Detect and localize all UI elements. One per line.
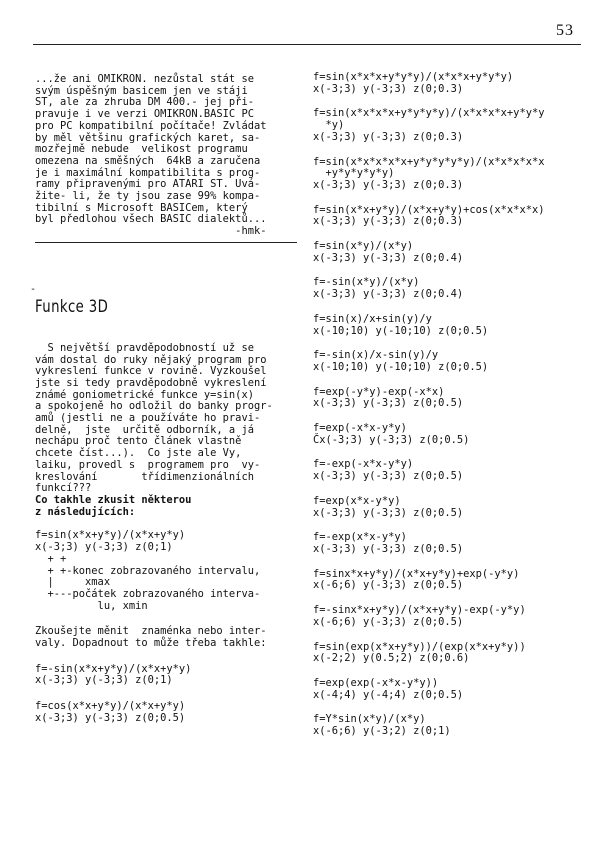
formula-block: f=-exp(-x*x-y*y) x(-3;3) y(-3;3) z(0;0.5) <box>313 458 464 483</box>
example-block: f=-sin(x*x+y*y)/(x*x+y*y) x(-3;3) y(-3;3) z(0;1) <box>35 662 192 687</box>
formula-block: f=sin(x*x*x*x*x+y*y*y*y*y)/(x*x*x*x*x +y*y*y*y*y) x(-3;3) y(-3;3) z(0;0.3) <box>313 155 545 191</box>
formula-block: f=sin(x*x+y*y)/(x*x+y*y)+cos(x*x*x*x) x(-3;3) y(-3;3) z(0;0.3) <box>313 203 545 228</box>
bold-question: Co takhle zkusit některou z následujících: <box>35 493 192 518</box>
formula-block: f=Y*sin(x*y)/(x*y) x(-6;6) y(-3;2) z(0;1) <box>313 713 451 738</box>
formula-block: f=sin(x*y)/(x*y) x(-3;3) y(-3;3) z(0;0.4) <box>313 240 464 264</box>
formula-block: f=exp(-y*y)-exp(-x*x) x(-3;3) y(-3;3) z(0;0.5) <box>313 385 464 410</box>
formula-block: f=sinx*x+y*y)/(x*x+y*y)+exp(-y*y) x(-6;6) y(-3;3) z(0;0.5) <box>313 567 520 592</box>
formula-block: f=exp(exp(-x*x-y*y)) x(-4;4) y(-4;4) z(0;0.5) <box>313 676 464 701</box>
try-paragraph: Zkoušejte měnit znaménka nebo inter- valy. Dopadnout to může třeba takhle: <box>35 625 267 650</box>
section-rule <box>35 242 297 243</box>
formula-block: f=-exp(x*x-y*y) x(-3;3) y(-3;3) z(0;0.5) <box>313 531 464 555</box>
formula-block: f=sin(x)/x+sin(y)/y x(-10;10) y(-10;10) z(0;0.5) <box>313 312 489 337</box>
formula-block: f=sin(x*x*x*x+y*y*y*y)/(x*x*x*x+y*y*y *y) x(-3;3) y(-3;3) z(0;0.3) <box>313 107 545 143</box>
formula-block: f=exp(x*x-y*y) x(-3;3) y(-3;3) z(0;0.5) <box>313 494 464 519</box>
example-code: f=sin(x*x+y*y)/(x*x+y*y) x(-3;3) y(-3;3) z(0;1) + + + +-konec zobrazovaného intervalu, | xmax +---počátek zobrazovaného interva- lu, xmin <box>35 529 261 612</box>
formula-block: f=sin(x*x*x+y*y*y)/(x*x*x+y*y*y) x(-3;3) y(-3;3) z(0;0.3) <box>313 71 514 95</box>
margin-dash: - <box>30 284 37 295</box>
article-heading: Funkce 3D <box>35 296 109 317</box>
formula-block: f=-sin(x*y)/(x*y) x(-3;3) y(-3;3) z(0;0.4) <box>313 276 464 301</box>
formula-block: f=exp(-x*x-y*y) Čx(-3;3) y(-3;3) z(0;0.5) <box>313 422 470 446</box>
body-paragraph: S největší pravděpodobností už se vám dostal do ruky nějaký program pro vykreslení funkce v rovině. Vyzkoušel jste si tedy pravděpodobně vykreslení známé goniometrické funkce y=sin(x) a spokojeně ho odložil do banky progr- amů (jestli ne a používáte ho pravi- delně, jste určitě odborník, a já nechápu proč tento článek vlastně chcete číst...). Co jste ale Vy, laiku, provedl s programem pro vy- kreslování třídimenzionálních funkcí??? <box>35 341 273 495</box>
right-column <box>313 72 596 751</box>
signature: -hmk- <box>35 225 267 238</box>
example-block: f=cos(x*x+y*y)/(x*x+y*y) x(-3;3) y(-3;3) z(0;0.5) <box>35 700 186 724</box>
page-number: 53 <box>556 22 574 39</box>
formula-block: f=sin(exp(x*x+y*y))/(exp(x*x+y*y)) x(-2;2) y(0.5;2) z(0;0.6) <box>313 640 526 665</box>
intro-paragraph: ...že ani OMIKRON. nezůstal stát se svým úspěšným basicem jen ve stáji ST, ale za zhruba DM 400.- jej při- pravuje i ve verzi OMIKRON.BASIC PC pro PC kompatibilní počítače! Zvládat by měl většinu grafických karet, sa- mozřejmě nebude velikost programu omezena na směšných 64kB a zaručena je i maximální kompatibilita s prog- ramy připravenými pro ATARI ST. Uvá- žite- li, že ty jsou zase 99% kompa- tibilní s Microsoft BASICem, který byl předlohou všech BASIC dialektů... <box>35 73 267 226</box>
left-column <box>35 74 303 725</box>
formula-block: f=-sin(x)/x-sin(y)/y x(-10;10) y(-10;10) z(0;0.5) <box>313 349 489 373</box>
formula-block: f=-sinx*x+y*y)/(x*x+y*y)-exp(-y*y) x(-6;6) y(-3;3) z(0;0.5) <box>313 604 526 628</box>
top-rule <box>33 44 581 45</box>
